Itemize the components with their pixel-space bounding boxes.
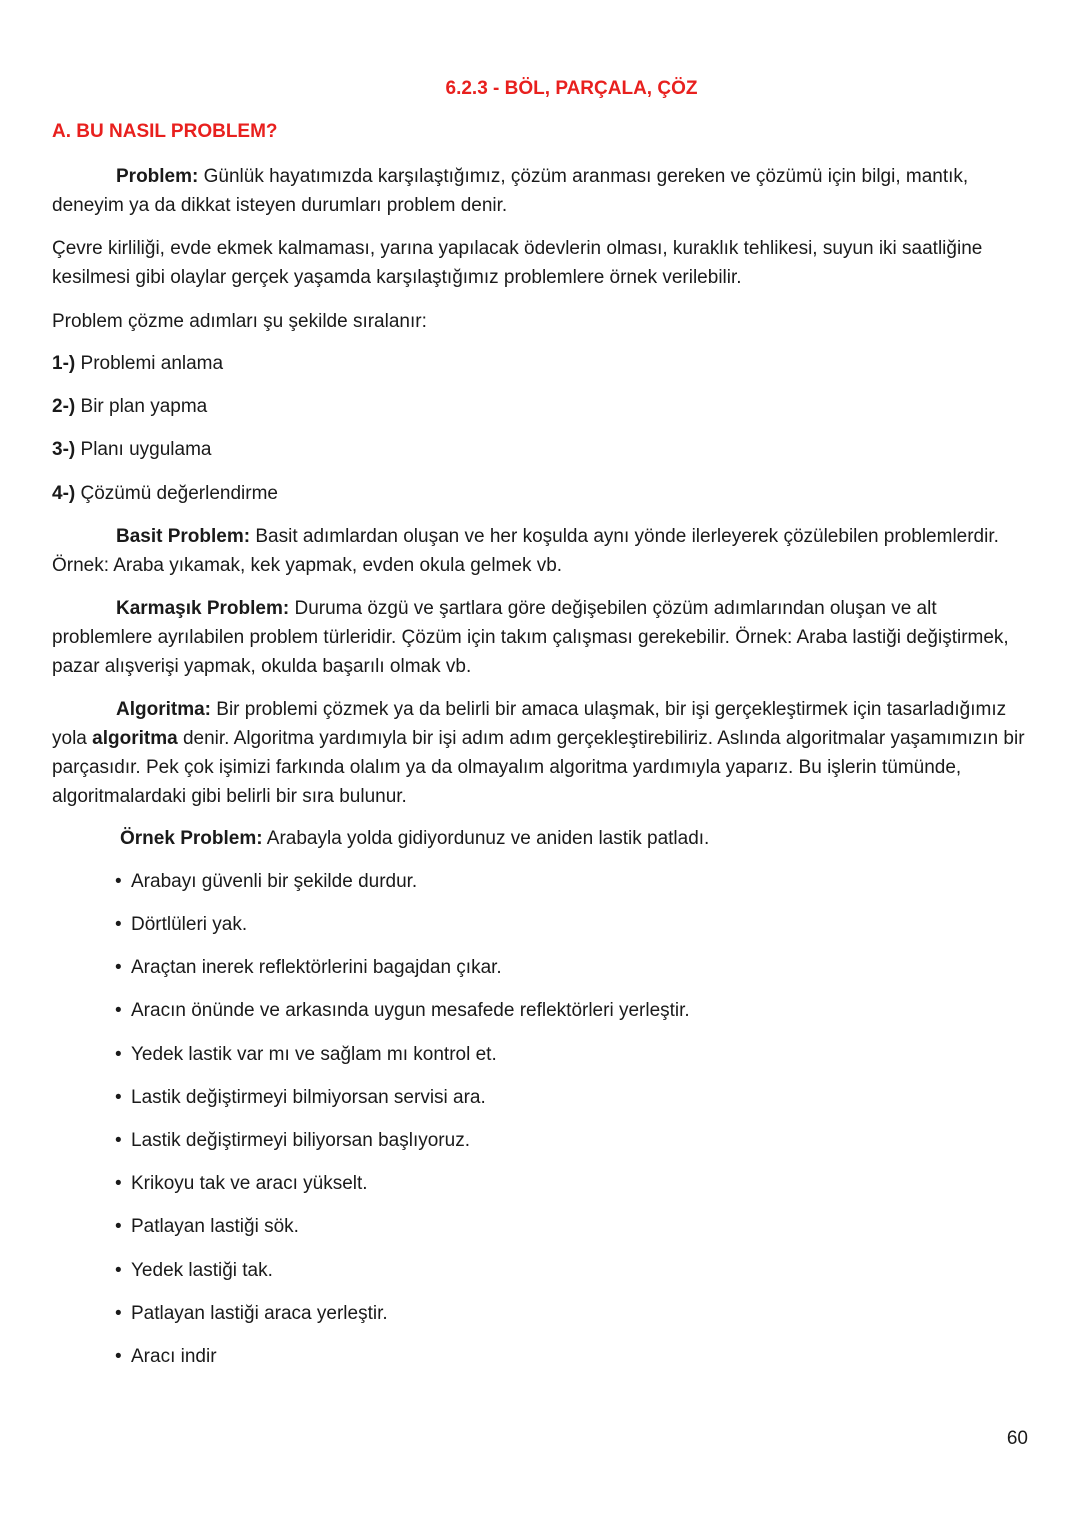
bullet-icon: • (115, 1173, 122, 1194)
bullet-icon: • (115, 914, 122, 935)
bullet-icon: • (115, 1130, 122, 1151)
algorithm-term: Algoritma: (116, 699, 211, 720)
problem-text: Günlük hayatımızda karşılaştığımız, çözüm aranması gereken ve çözümü için bilgi, mantık, deneyim ya da dikkat isteyen durumları problem denir. (52, 166, 969, 216)
algorithm-text-b: denir. Algoritma yardımıyla bir işi adım adım gerçekleştirebiliriz. Aslında algoritmalar yaşamımızın bir parçasıdır. Pek çok işimizi farkında olalım ya da olmayalım algoritma yardımıyla yaparız. Bu işlerin tümünde, algoritmalardaki gibi belirli bir sıra bulunur. (52, 728, 1025, 807)
example-problem (120, 824, 709, 853)
step-number: 2-) (52, 396, 76, 417)
example-problem-text: Arabayla yolda gidiyordunuz ve aniden lastik patladı. (266, 828, 710, 849)
list-item-text: Lastik değiştirmeyi biliyorsan başlıyoruz. (131, 1130, 470, 1151)
example-problem-term: Örnek Problem: (120, 828, 263, 849)
page-number: 60 (1006, 1428, 1028, 1449)
step-text: Problemi anlama (80, 353, 224, 374)
steps-intro: Problem çözme adımları şu şekilde sıralanır: (52, 311, 427, 332)
list-item-text: Yedek lastiği tak. (131, 1260, 273, 1281)
complex-problem-term: Karmaşık Problem: (116, 598, 290, 619)
list-item-text: Lastik değiştirmeyi bilmiyorsan servisi ara. (131, 1087, 486, 1108)
step-text: Planı uygulama (80, 439, 212, 460)
list-item (115, 1083, 486, 1112)
algorithm-paragraph (52, 695, 1032, 811)
list-item (115, 996, 690, 1025)
problem-term: Problem: (116, 166, 199, 187)
list-item-text: Patlayan lastiği araca yerleştir. (131, 1303, 388, 1324)
complex-problem-text: Duruma özgü ve şartlara göre değişebilen çözüm adımlarından oluşan ve alt problemlere ayrılabilen problem türleridir. Çözüm için takım çalışması gerekebilir. Örnek: Araba lastiği değiştirmek, pazar alışverişi yapmak, okulda başarılı olmak vb. (52, 598, 1009, 677)
step-text: Bir plan yapma (80, 396, 208, 417)
algorithm-text-a: Bir problemi çözmek ya da belirli bir amaca ulaşmak, bir işi gerçekleştirmek için tasarladığımız yola (52, 699, 1007, 749)
list-item-text: Aracın önünde ve arkasında uygun mesafede reflektörleri yerleştir. (131, 1000, 690, 1021)
bullet-icon: • (115, 1303, 122, 1324)
list-item (115, 910, 247, 939)
list-item (115, 1299, 388, 1328)
step-item (52, 435, 211, 464)
step-item (52, 349, 223, 378)
list-item-text: Aracı indir (131, 1346, 217, 1367)
bullet-icon: • (115, 957, 122, 978)
bullet-icon: • (115, 871, 122, 892)
algorithm-bold-word: algoritma (92, 728, 178, 749)
page-title: 6.2.3 - BÖL, PARÇALA, ÇÖZ (445, 78, 698, 99)
simple-problem-term: Basit Problem: (116, 526, 251, 547)
bullet-icon: • (115, 1216, 122, 1237)
list-item (115, 1169, 368, 1198)
step-item (52, 392, 207, 421)
list-item (115, 1342, 217, 1371)
list-item (115, 867, 417, 896)
bullet-icon: • (115, 1044, 122, 1065)
step-number: 3-) (52, 439, 76, 460)
simple-problem-text: Basit adımlardan oluşan ve her koşulda aynı yönde ilerleyerek çözülebilen problemlerdir. Örnek: Araba yıkamak, kek yapmak, evden okula gelmek vb. (52, 526, 999, 576)
list-item (115, 1040, 497, 1069)
list-item (115, 1126, 470, 1155)
simple-problem-paragraph (52, 522, 1032, 580)
bullet-icon: • (115, 1000, 122, 1021)
complex-problem-paragraph (52, 594, 1032, 681)
step-number: 4-) (52, 483, 76, 504)
list-item-text: Araçtan inerek reflektörlerini bagajdan çıkar. (131, 957, 502, 978)
examples-paragraph: Çevre kirliliği, evde ekmek kalmaması, yarına yapılacak ödevlerin olması, kuraklık tehlikesi, suyun iki saatliğine kesilmesi gibi olaylar gerçek yaşamda karşılaştığımız problemlere örnek verilebilir. (52, 238, 983, 288)
section-title: A. BU NASIL PROBLEM? (52, 121, 278, 142)
problem-definition (52, 162, 1032, 220)
list-item-text: Patlayan lastiği sök. (131, 1216, 299, 1237)
list-item-text: Dörtlüleri yak. (131, 914, 248, 935)
step-text: Çözümü değerlendirme (80, 483, 279, 504)
list-item-text: Yedek lastik var mı ve sağlam mı kontrol et. (131, 1044, 497, 1065)
list-item (115, 1256, 273, 1285)
list-item (115, 1212, 299, 1241)
bullet-icon: • (115, 1087, 122, 1108)
bullet-icon: • (115, 1260, 122, 1281)
list-item (115, 953, 502, 982)
step-number: 1-) (52, 353, 76, 374)
step-item (52, 479, 278, 508)
list-item-text: Krikoyu tak ve aracı yükselt. (131, 1173, 368, 1194)
list-item-text: Arabayı güvenli bir şekilde durdur. (131, 871, 418, 892)
bullet-icon: • (115, 1346, 122, 1367)
